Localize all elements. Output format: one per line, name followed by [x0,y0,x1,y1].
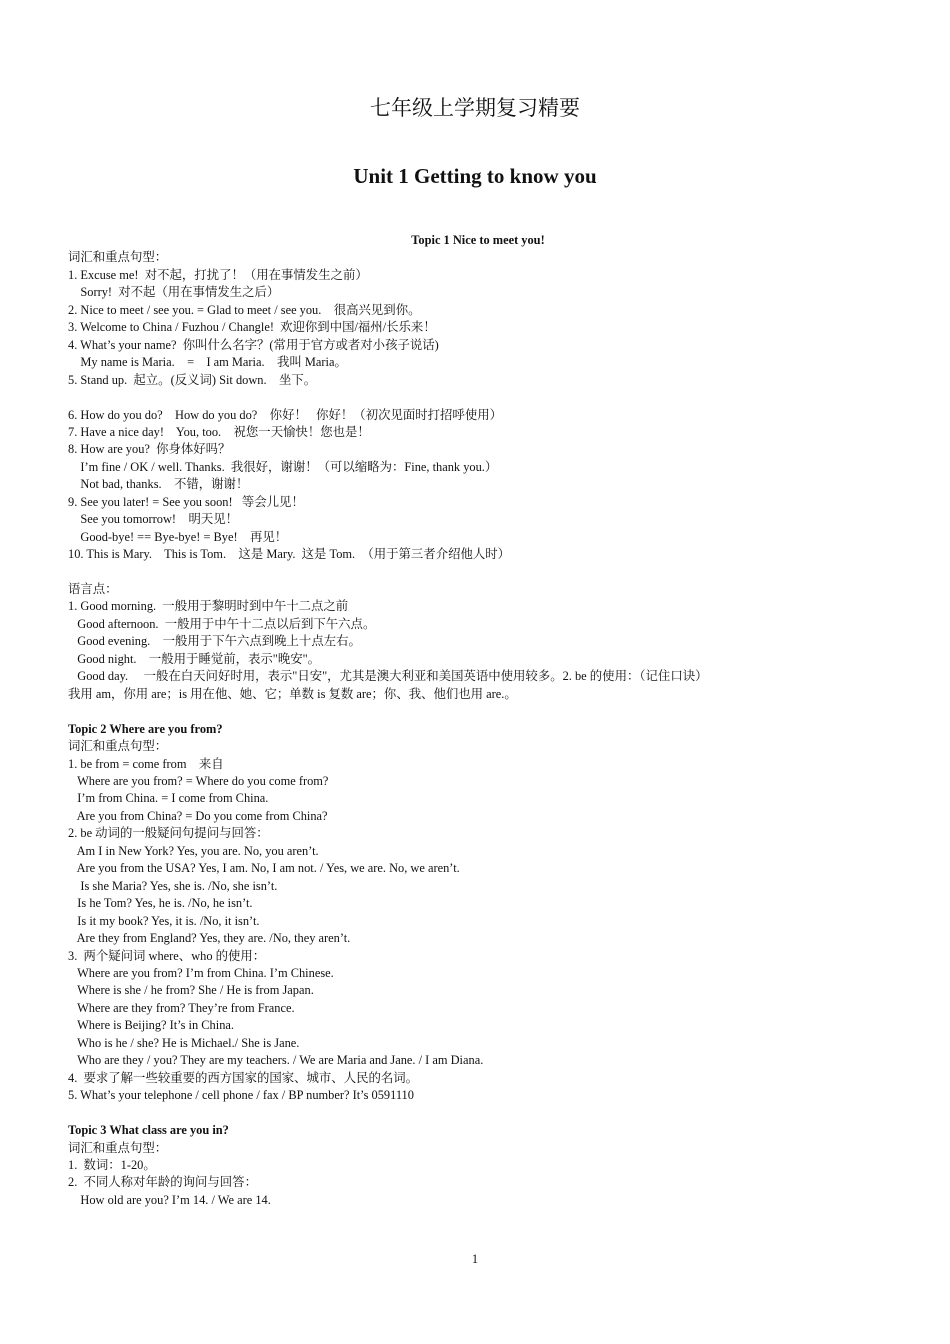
blank-line [68,389,888,406]
text-line: Is she Maria? Yes, she is. /No, she isn’t. [68,878,278,893]
page-number: 1 [471,1252,479,1266]
text-line: 2. 不同人称对年龄的询问与回答： [68,1175,257,1190]
text-line: 4. 要求了解一些较重要的西方国家的国家、城市、人民的名词。 [68,1070,419,1085]
text-line: 10. This is Mary. This is Tom. 这是 Mary. 这是 Tom. （用于第三者介绍他人时） [68,547,511,562]
text-line: 9. See you later! = See you soon! 等会儿见！ [68,494,304,509]
text-line: 1. 数词：1-20。 [68,1157,156,1172]
text-line: Not bad, thanks. 不错，谢谢！ [68,477,249,492]
text-line: Good afternoon. 一般用于中午十二点以后到下午六点。 [68,616,376,631]
text-line: 1. Excuse me! 对不起，打扰了！（用在事情发生之前） [68,267,368,282]
text-line: My name is Maria. = I am Maria. 我叫 Maria。 [68,355,347,370]
text-line: Topic 3 What class are you in? [68,1123,229,1138]
document-body [68,232,888,1209]
text-line: Good evening. 一般用于下午六点到晚上十点左右。 [68,634,361,649]
text-line: 1. Good morning. 一般用于黎明时到中午十二点之前 [68,599,349,614]
text-line: 6. How do you do? How do you do? 你好！ 你好！（初次见面时打招呼使用） [68,407,502,422]
text-line: 5. Stand up. 起立。(反义词) Sit down. 坐下。 [68,372,317,387]
text-line: Is it my book? Yes, it is. /No, it isn’t. [68,913,260,928]
text-line: 2. Nice to meet / see you. = Glad to meet / see you. 很高兴见到你。 [68,302,421,317]
text-line: 我用 am，你用 are；is 用在他、她、它；单数 is 复数 are；你、我、他们也用 are.。 [68,686,517,701]
text-line: Where are you from? I’m from China. I’m Chinese. [68,965,334,980]
text-line: How old are you? I’m 14. / We are 14. [68,1192,271,1207]
text-line: Who are they / you? They are my teachers. / We are Maria and Jane. / I am Diana. [68,1053,484,1068]
text-line: Good night. 一般用于睡觉前，表示"晚安"。 [68,651,321,666]
text-line: Are you from the USA? Yes, I am. No, I am not. / Yes, we are. No, we aren’t. [68,861,460,876]
text-line: I’m fine / OK / well. Thanks. 我很好，谢谢！（可以缩略为：Fine, thank you.） [68,459,498,474]
text-line: 3. 两个疑问词 where、who 的使用： [68,948,266,963]
text-line: 3. Welcome to China / Fuzhou / Changle! 欢迎你到中国/福州/长乐来！ [68,320,436,335]
text-line: Where is Beijing? It’s in China. [68,1018,234,1033]
text-line: Sorry! 对不起（用在事情发生之后） [68,285,280,300]
blank-line [68,703,888,720]
text-line: Good day. 一般在白天问好时用，表示"日安"，尤其是澳大利亚和美国英语中使用较多。2. be 的使用：（记住口诀） [68,669,708,684]
text-line: Topic 1 Nice to meet you! [411,233,545,247]
text-line: 词汇和重点句型： [68,1140,168,1155]
text-line: Where is she / he from? She / He is from Japan. [68,983,314,998]
text-line: 语言点： [68,582,118,597]
text-line: Am I in New York? Yes, you are. No, you aren’t. [68,843,319,858]
text-line: 词汇和重点句型： [68,739,168,754]
unit-title: Unit 1 Getting to know you [353,164,597,188]
text-line: Topic 2 Where are you from? [68,721,223,736]
text-line: Is he Tom? Yes, he is. /No, he isn’t. [68,896,253,911]
text-line: See you tomorrow! 明天见！ [68,512,239,527]
page-title: 七年级上学期复习精要 [370,96,580,120]
text-line: Good-bye! == Bye-bye! = Bye! 再见！ [68,529,288,544]
text-line: Where are they from? They’re from France. [68,1000,295,1015]
text-line: 2. be 动词的一般疑问句提问与回答： [68,826,269,841]
text-line: 8. How are you? 你身体好吗？ [68,442,231,457]
text-line: 5. What’s your telephone / cell phone / fax / BP number? It’s 0591110 [68,1088,414,1103]
text-line: 4. What’s your name? 你叫什么名字？(常用于官方或者对小孩子说话) [68,337,439,352]
text-line: Are they from England? Yes, they are. /No, they aren’t. [68,931,351,946]
blank-line [68,1105,888,1122]
text-line: 7. Have a nice day! You, too. 祝您一天愉快！您也是！ [68,424,370,439]
text-line: Who is he / she? He is Michael./ She is Jane. [68,1035,300,1050]
text-line: Are you from China? = Do you come from China? [68,808,328,823]
text-line: 1. be from = come from 来自 [68,756,224,771]
text-line: I’m from China. = I come from China. [68,791,269,806]
blank-line [68,564,888,581]
text-line: Where are you from? = Where do you come from? [68,774,329,788]
text-line: 词汇和重点句型： [68,250,168,265]
